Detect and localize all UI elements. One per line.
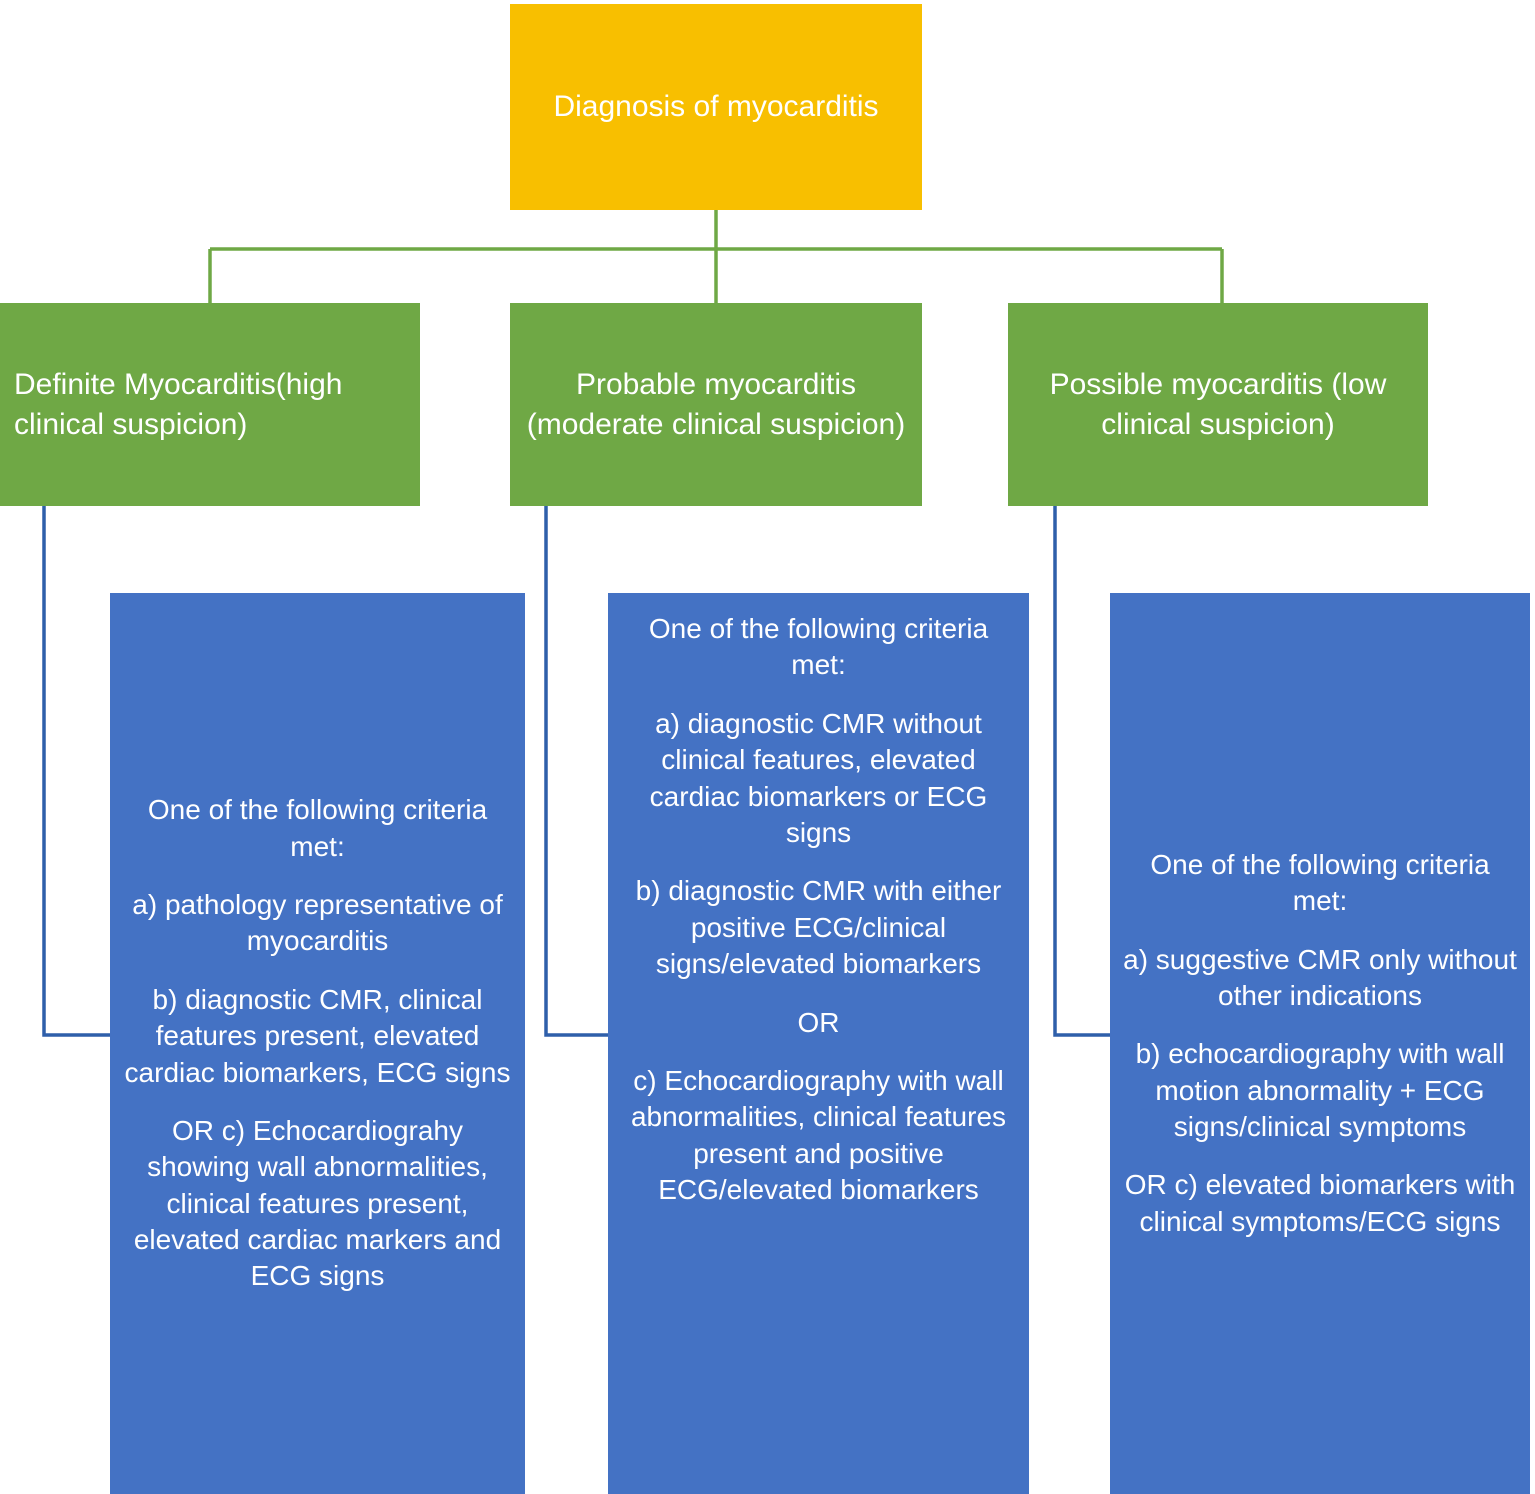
blue-elbow-center (546, 506, 608, 1035)
criteria-line: c) Echocardiography with wall abnormalities, clinical features present and positive ECG/elevated biomarkers (630, 1064, 1007, 1206)
criteria-node-probable (608, 593, 1029, 1494)
criteria-node-definite (110, 593, 525, 1494)
root-node-diagnosis (510, 4, 922, 210)
category-node-label: Definite Myocarditis(high clinical suspicion) (14, 367, 343, 441)
criteria-line: One of the following criteria met: (1150, 848, 1490, 917)
blue-elbow-left (44, 506, 110, 1035)
criteria-node-possible (1110, 593, 1530, 1494)
criteria-line: b) diagnostic CMR, clinical features present, elevated cardiac biomarkers, ECG signs (124, 983, 511, 1088)
criteria-line: OR c) elevated biomarkers with clinical symptoms/ECG signs (1124, 1169, 1516, 1237)
category-node-label: Possible myocarditis (low clinical suspicion) (1049, 367, 1387, 441)
criteria-line: One of the following criteria met: (648, 613, 989, 681)
category-node-label: Probable myocarditis (moderate clinical suspicion) (526, 367, 906, 441)
root-node-label: Diagnosis of myocarditis (553, 90, 879, 124)
category-node-probable (510, 303, 922, 506)
criteria-line: One of the following criteria met: (147, 794, 488, 862)
criteria-line: OR c) Echocardiograhy showing wall abnormalities, clinical features present, elevated cardiac markers and ECG signs (133, 1114, 502, 1292)
category-node-possible (1008, 303, 1428, 506)
criteria-line: b) echocardiography with wall motion abnormality + ECG signs/clinical symptoms (1135, 1038, 1505, 1143)
criteria-line: a) pathology representative of myocarditis (132, 888, 503, 957)
criteria-line: b) diagnostic CMR with either positive ECG/clinical signs/elevated biomarkers (635, 875, 1002, 980)
category-node-definite (0, 303, 420, 506)
criteria-line: a) suggestive CMR only without other indications (1123, 943, 1517, 1011)
criteria-line: a) diagnostic CMR without clinical features, elevated cardiac biomarkers or ECG signs (649, 707, 988, 848)
criteria-line: OR (797, 1006, 840, 1038)
blue-elbow-right (1055, 506, 1110, 1035)
